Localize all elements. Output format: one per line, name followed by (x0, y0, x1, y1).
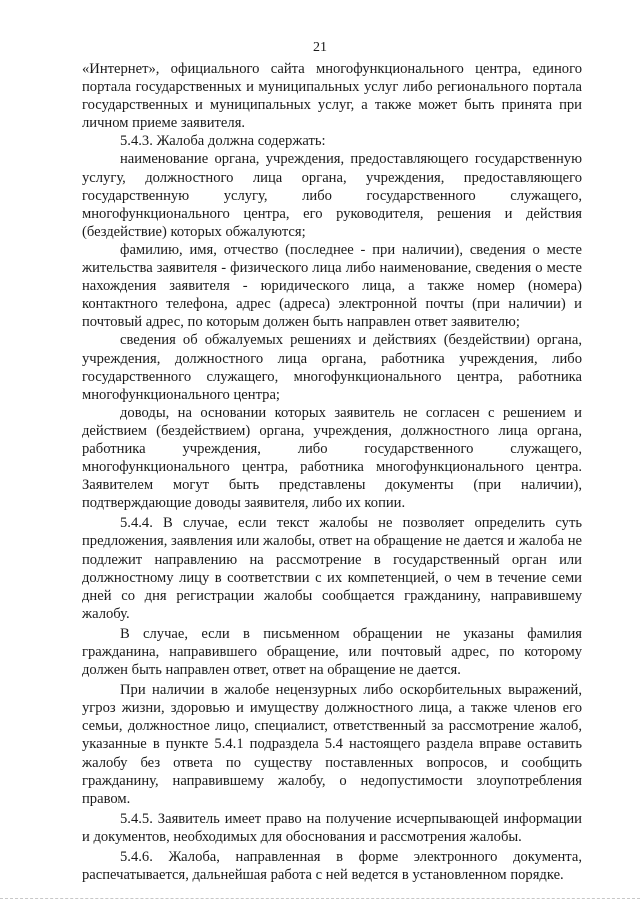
paragraph-no-address: В случае, если в письменном обращении не указаны фамилия гражданина, направившего обращение, или почтовый адрес, по которому должен быть направлен ответ, ответ на обращение не дается. (82, 625, 582, 679)
paragraph-item-applicant: фамилию, имя, отчество (последнее - при наличии), сведения о месте жительства заявителя - физического лица либо наименование, сведения о месте нахождения заявителя - юридического лица, а также номер (номера) контактного телефона, адрес (адреса) электронной почты (при наличии) и почтовый адрес, по которым должен быть направлен ответ заявителю; (82, 241, 582, 331)
paragraph-item-name: наименование органа, учреждения, предоставляющего государственную услугу, должностного лица органа, учреждения, предоставляющего государственную услугу, либо государственного служащего, многофункционального центра, его руководителя, решения и действия (бездействие) которых обжалуются; (82, 151, 582, 240)
paragraph-5-4-3-heading: 5.4.3. Жалоба должна содержать: (120, 133, 326, 150)
paragraph-5-4-4: 5.4.4. В случае, если текст жалобы не позволяет определить суть предложения, заявления или жалобы, ответ на обращение не дается и жалоба не подлежит направлению на рассмотрение в государственный орган или должностному лицу в соответствии с их компетенцией, о чем в течение семи дней со дня регистрации жалобы сообщается гражданину, направившему жалобу. (82, 515, 582, 622)
scan-edge-line (0, 898, 640, 899)
paragraph-5-4-5: 5.4.5. Заявитель имеет право на получение исчерпывающей информации и документов, необходимых для обоснования и рассмотрения жалобы. (82, 810, 582, 845)
paragraph-continuation: «Интернет», официального сайта многофункционального центра, единого портала государственных и муниципальных услуг либо регионального портала государственных и муниципальных услуг, а также может быть принята при личном приеме заявителя. (82, 61, 582, 132)
paragraph-item-arguments: доводы, на основании которых заявитель не согласен с решением и действием (бездействием) органа, учреждения, должностного лица органа, работника учреждения, либо государственного служащего, многофункционального центра, работника многофункционального центра. Заявителем могут быть представлены документы (при наличии), подтверждающие доводы заявителя, либо их копии. (82, 404, 582, 512)
paragraph-5-4-6: 5.4.6. Жалоба, направленная в форме электронного документа, распечатывается, дальнейшая работа с ней ведется в установленном порядке. (82, 849, 582, 884)
paragraph-obscene: При наличии в жалобе нецензурных либо оскорбительных выражений, угроз жизни, здоровью и имуществу должностного лица, а также членов его семьи, должностное лицо, специалист, ответственный за рассмотрение жалоб, указанные в пункте 5.4.1 подраздела 5.4 настоящего раздела вправе оставить жалобу без ответа по существу поставленных вопросов, и сообщить гражданину, направившему жалобу, о недопустимости злоупотребления правом. (82, 682, 582, 807)
paragraph-item-decisions: сведения об обжалуемых решениях и действиях (бездействии) органа, учреждения, должностного лица органа, работника учреждения, либо государственного служащего, многофункционального центра, работника многофункционального центра; (82, 332, 582, 403)
page-body (82, 60, 582, 884)
page-number: 21 (313, 40, 327, 55)
